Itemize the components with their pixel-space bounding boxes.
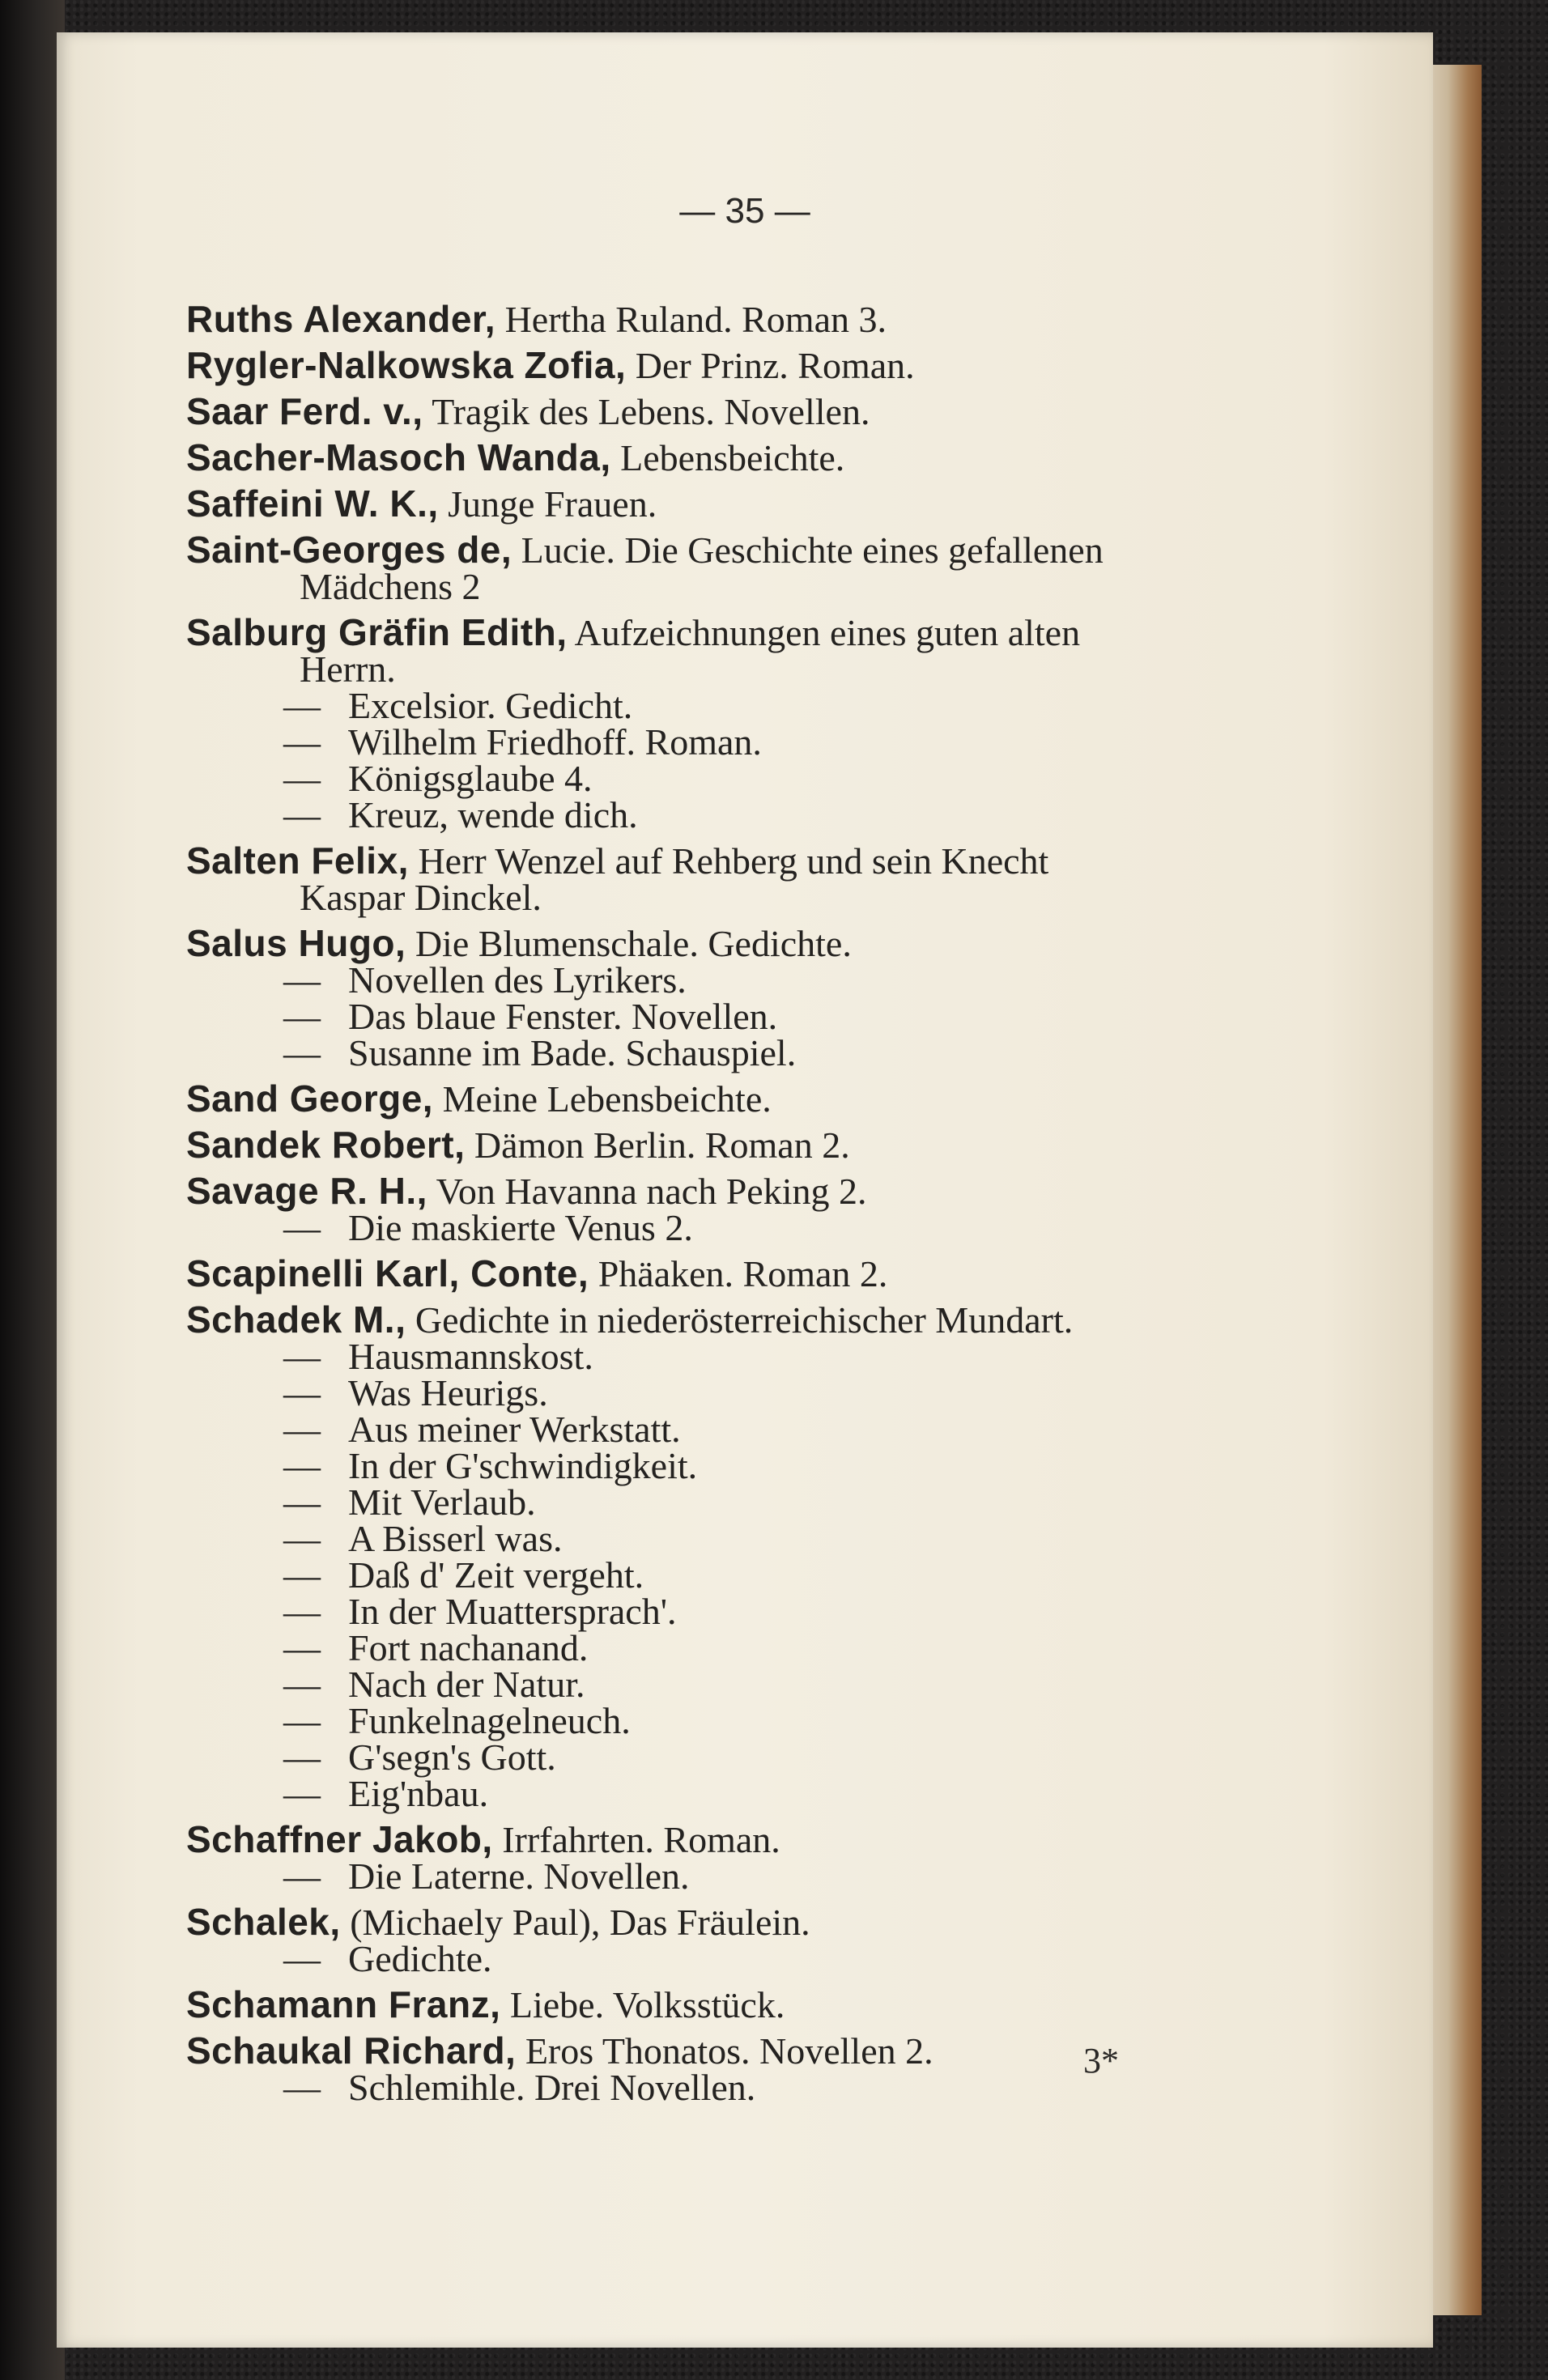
sub-entry [186, 1775, 1303, 1812]
author-entry [186, 839, 1303, 882]
author-name: Schaukal Richard, [186, 2029, 517, 2072]
author-entry [186, 482, 1303, 525]
sub-entry [186, 1702, 1303, 1739]
sub-entry [186, 1409, 1303, 1450]
sub-entry [186, 1372, 1303, 1413]
work-title: Die maskierte Venus 2. [348, 1207, 693, 1248]
work-title: Herr Wenzel auf Rehberg und sein Knecht [418, 840, 1049, 882]
work-title: Lucie. Die Geschichte eines gefallenen [521, 529, 1104, 571]
ditto-dash: — [283, 2067, 321, 2108]
author-name: Rygler-Nalkowska Zofia, [186, 344, 627, 386]
sub-entry [186, 2069, 1303, 2106]
ditto-dash: — [283, 1207, 321, 1248]
ditto-dash: — [283, 721, 321, 763]
author-entry [186, 1818, 1303, 1860]
work-title: Nach der Natur. [348, 1664, 585, 1705]
ditto-dash: — [283, 1554, 321, 1596]
ditto-dash: — [283, 1518, 321, 1559]
work-title: Kreuz, wende dich. [348, 794, 638, 835]
author-entry [186, 344, 1303, 386]
work-title: Hertha Ruland. Roman 3. [504, 299, 887, 340]
ditto-dash: — [283, 1627, 321, 1668]
work-title: Gedichte. [348, 1938, 492, 1979]
work-title: Hausmannskost. [348, 1336, 593, 1377]
entry-continuation: Kaspar Dinckel. [300, 877, 542, 918]
author-entry [186, 922, 1303, 964]
author-name: Schadek M., [186, 1298, 406, 1341]
sub-entry [186, 1554, 1303, 1596]
ditto-dash: — [283, 1591, 321, 1632]
sub-entry [186, 1855, 1303, 1897]
author-entry [186, 1298, 1303, 1341]
work-title: Mit Verlaub. [348, 1481, 536, 1523]
sub-entry [186, 1338, 1303, 1375]
work-title: Lebensbeichte. [620, 437, 845, 478]
author-name: Sandek Robert, [186, 1124, 466, 1166]
ditto-dash: — [283, 794, 321, 835]
work-title: Liebe. Volksstück. [509, 1984, 785, 2025]
ditto-dash: — [283, 1409, 321, 1450]
work-title: Susanne im Bade. Schauspiel. [348, 1032, 797, 1073]
work-title: Aufzeichnungen eines guten alten [574, 612, 1081, 653]
author-entry [186, 1983, 1303, 2025]
work-title: Phäaken. Roman 2. [598, 1253, 888, 1294]
author-name: Ruths Alexander, [186, 298, 496, 340]
author-name: Savage R. H., [186, 1170, 427, 1212]
signature-mark: 3* [1083, 2041, 1119, 2080]
ditto-dash: — [283, 1736, 321, 1778]
bibliography-list [186, 291, 1303, 2106]
work-title: Die Laterne. Novellen. [348, 1855, 690, 1897]
author-entry [186, 298, 1303, 340]
author-name: Sand George, [186, 1077, 434, 1120]
sub-entry [186, 1627, 1303, 1668]
author-name: Saar Ferd. v., [186, 390, 423, 432]
sub-entry [186, 1520, 1303, 1557]
sub-entry [186, 794, 1303, 835]
author-entry [186, 1252, 1303, 1294]
work-title: Eig'nbau. [348, 1773, 489, 1814]
ditto-dash: — [283, 959, 321, 1001]
page-number: — 35 — [679, 191, 810, 231]
work-title: Novellen des Lyrikers. [348, 959, 687, 1001]
author-entry [186, 1901, 1303, 1943]
work-title: Irrfahrten. Roman. [502, 1819, 780, 1860]
sub-entry [186, 687, 1303, 724]
work-title: Gedichte in niederösterreichischer Mundart. [415, 1299, 1074, 1341]
author-entry [186, 529, 1303, 571]
ditto-dash: — [283, 1773, 321, 1814]
work-title: Der Prinz. Roman. [635, 345, 915, 386]
ditto-dash: — [283, 1372, 321, 1413]
ditto-dash: — [283, 685, 321, 726]
author-name: Sacher-Masoch Wanda, [186, 436, 611, 478]
author-entry [186, 436, 1303, 478]
work-title: In der Muattersprach'. [348, 1591, 677, 1632]
author-entry [186, 2029, 1303, 2072]
author-name: Saint-Georges de, [186, 529, 512, 571]
work-title: Schlemihle. Drei Novellen. [348, 2067, 756, 2108]
work-title: (Michaely Paul), Das Fräulein. [350, 1902, 810, 1943]
sub-entry [186, 1481, 1303, 1523]
work-title: Meine Lebensbeichte. [442, 1078, 772, 1120]
ditto-dash: — [283, 1938, 321, 1979]
author-name: Schaffner Jakob, [186, 1818, 493, 1860]
author-name: Salburg Gräfin Edith, [186, 611, 568, 653]
work-title: Königsglaube 4. [348, 758, 593, 799]
ditto-dash: — [283, 1336, 321, 1377]
book-spine-shadow [0, 0, 65, 2380]
ditto-dash: — [283, 1481, 321, 1523]
work-title: Was Heurigs. [348, 1372, 548, 1413]
sub-entry [186, 1940, 1303, 1977]
author-entry [186, 390, 1303, 432]
ditto-dash: — [283, 1855, 321, 1897]
ditto-dash: — [283, 1445, 321, 1486]
author-name: Salus Hugo, [186, 922, 406, 964]
author-entry [186, 1077, 1303, 1120]
work-title: In der G'schwindigkeit. [348, 1445, 698, 1486]
author-entry [186, 1170, 1303, 1212]
work-title: Funkelnagelneuch. [348, 1700, 631, 1741]
sub-entry [186, 1593, 1303, 1630]
work-title: Das blaue Fenster. Novellen. [348, 996, 778, 1037]
sub-entry [186, 1447, 1303, 1484]
work-title: Die Blumenschale. Gedichte. [415, 923, 852, 964]
work-title: Wilhelm Friedhoff. Roman. [348, 721, 762, 763]
sub-entry [186, 1032, 1303, 1073]
work-title: Eros Thonatos. Novellen 2. [525, 2030, 933, 2072]
ditto-dash: — [283, 1664, 321, 1705]
work-title: Von Havanna nach Peking 2. [436, 1171, 867, 1212]
sub-entry [186, 1736, 1303, 1778]
book-page [57, 32, 1433, 2348]
author-name: Schamann Franz, [186, 1983, 501, 2025]
ditto-dash: — [283, 758, 321, 799]
author-name: Saffeini W. K., [186, 482, 439, 525]
ditto-dash: — [283, 1700, 321, 1741]
work-title: Daß d' Zeit vergeht. [348, 1554, 644, 1596]
sub-entry [186, 1209, 1303, 1246]
author-name: Scapinelli Karl, Conte, [186, 1252, 589, 1294]
sub-entry [186, 1664, 1303, 1705]
entry-continuation: Mädchens 2 [300, 566, 481, 607]
work-title: Tragik des Lebens. Novellen. [432, 391, 870, 432]
author-entry [186, 1124, 1303, 1166]
page-edges [1425, 65, 1482, 2315]
work-title: A Bisserl was. [348, 1518, 563, 1559]
entry-continuation: Herrn. [300, 648, 396, 690]
sub-entry [186, 998, 1303, 1035]
ditto-dash: — [283, 996, 321, 1037]
ditto-dash: — [283, 1032, 321, 1073]
sub-entry [186, 721, 1303, 763]
work-title: G'segn's Gott. [348, 1736, 556, 1778]
work-title: Excelsior. Gedicht. [348, 685, 633, 726]
work-title: Aus meiner Werkstatt. [348, 1409, 681, 1450]
author-name: Salten Felix, [186, 839, 409, 882]
author-name: Schalek, [186, 1901, 341, 1943]
work-title: Dämon Berlin. Roman 2. [474, 1124, 850, 1166]
author-entry [186, 611, 1303, 653]
work-title: Fort nachanand. [348, 1627, 589, 1668]
sub-entry [186, 760, 1303, 797]
sub-entry [186, 959, 1303, 1001]
work-title: Junge Frauen. [448, 483, 657, 525]
